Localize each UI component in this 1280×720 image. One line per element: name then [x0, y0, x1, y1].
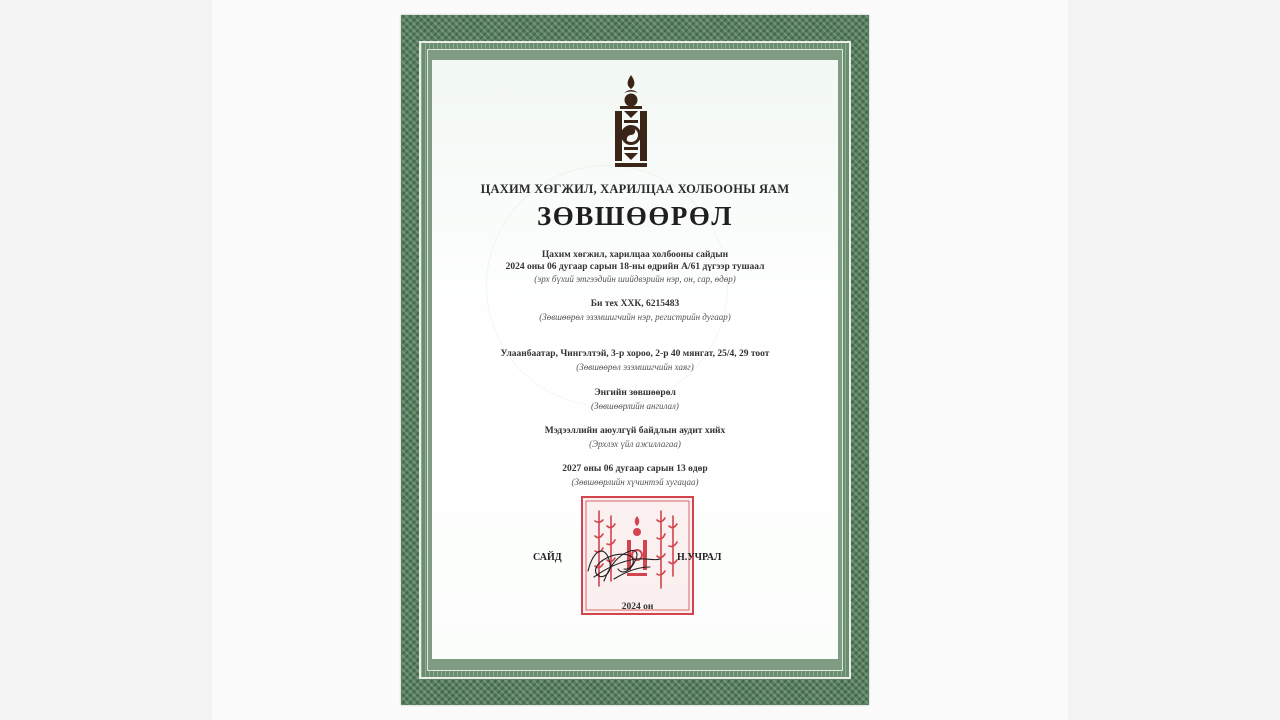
order-caption: (эрх бүхий этгээдийн шийдвэрийн нэр, он, сар, өдөр)	[534, 274, 736, 284]
permit-type: Энгийн зөвшөөрөл	[594, 388, 676, 398]
signer-title: САЙД	[533, 552, 562, 563]
handwritten-signature-icon	[584, 537, 664, 587]
stamp-year: 2024 он	[621, 602, 654, 612]
activity-caption: (Эрхлэх үйл ажиллагаа)	[589, 439, 681, 449]
holder-name: Би тех ХХК, 6215483	[590, 299, 680, 309]
order-line-2: 2024 оны 06 дугаар сарын 18-ны өдрийн А/61 дүгээр тушаал	[505, 262, 765, 272]
document-title: ЗӨВШӨӨРӨЛ	[536, 201, 734, 231]
signer-name: Н.УЧРАЛ	[677, 552, 722, 563]
holder-caption: (Зөвшөөрөл эзэмшигчийн нэр, регистрийн дугаар)	[539, 312, 731, 322]
soyombo-emblem-icon	[606, 73, 656, 175]
ministry-name: ЦАХИМ ХӨГЖИЛ, ХАРИЛЦАА ХОЛБООНЫ ЯАМ	[480, 182, 790, 196]
certificate-document	[401, 15, 869, 705]
permitted-activity: Мэдээллийн аюулгүй байдлын аудит хийх	[544, 426, 726, 436]
order-line-1: Цахим хөгжил, харилцаа холбооны сайдын	[541, 250, 729, 260]
validity-date: 2027 оны 06 дугаар сарын 13 өдөр	[562, 464, 708, 474]
permit-type-caption: (Зөвшөөрлийн ангилал)	[591, 401, 679, 411]
validity-caption: (Зөвшөөрлийн хүчинтэй хугацаа)	[571, 477, 699, 487]
holder-address: Улаанбаатар, Чингэлтэй, 3-р хороо, 2-р 40 мянгат, 25/4, 29 тоот	[500, 349, 770, 359]
address-caption: (Зөвшөөрөл эзэмшигчийн хаяг)	[576, 362, 694, 372]
